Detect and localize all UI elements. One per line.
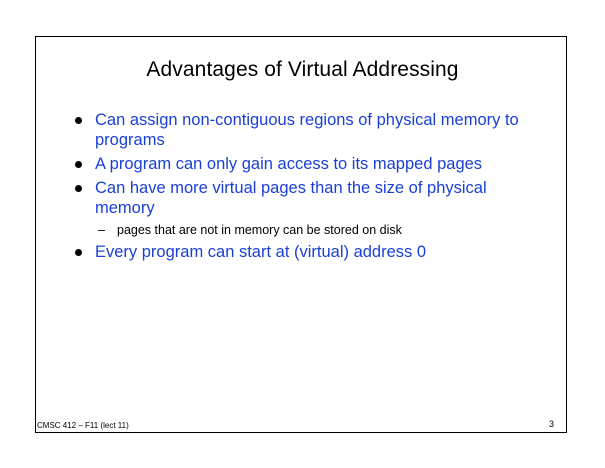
bullet-item (75, 242, 545, 262)
bullet-text: Can assign non-contiguous regions of physical memory to programs (95, 111, 519, 149)
bullet-item (75, 110, 545, 150)
footer-course-label: CMSC 412 – F11 (lect 11) (37, 421, 129, 430)
sub-bullet-list (95, 222, 545, 238)
bullet-dot-icon (75, 185, 82, 192)
bullet-text: Can have more virtual pages than the size of physical memory (95, 179, 487, 217)
slide-title: Advantages of Virtual Addressing (146, 58, 459, 81)
bullet-dot-icon (75, 117, 82, 124)
sub-bullet-text: pages that are not in memory can be stored on disk (117, 223, 402, 237)
dash-icon: – (98, 223, 105, 237)
sub-bullet-item (95, 222, 545, 238)
bullet-text: Every program can start at (virtual) address 0 (95, 243, 427, 261)
bullet-dot-icon (75, 161, 82, 168)
bullet-list (75, 110, 545, 266)
bullet-item (75, 154, 545, 174)
bullet-dot-icon (75, 249, 82, 256)
bullet-text: A program can only gain access to its mapped pages (95, 155, 483, 173)
bullet-item (75, 178, 545, 238)
page-number: 3 (549, 419, 555, 429)
